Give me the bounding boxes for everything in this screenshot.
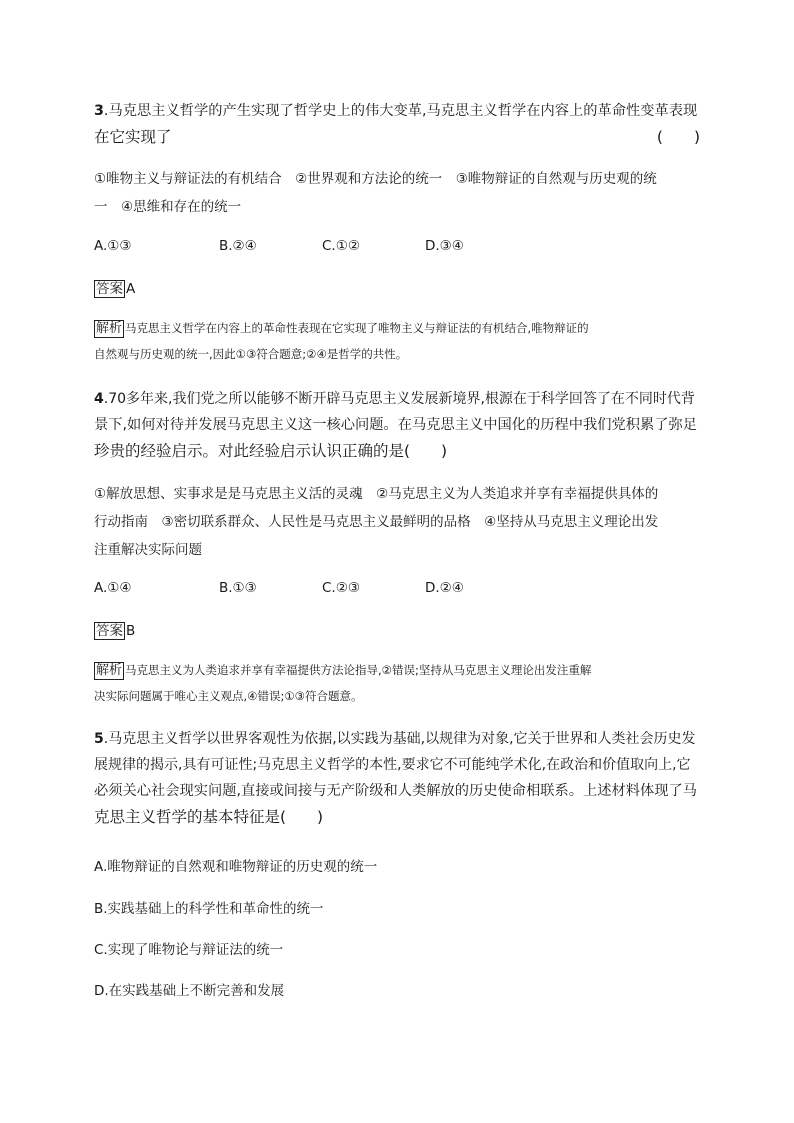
answer-value: B (126, 623, 136, 639)
question-4-statements: ①解放思想、实事求是是马克思主义活的灵魂 ②马克思主义为人类追求并享有幸福提供具体的 行动指南 ③密切联系群众、人民性是马克思主义最鲜明的品格 ④坚持从马克思主义理论出发 注重解决实际问题 (94, 486, 659, 558)
question-5-stem: 5.马克思主义哲学以世界客观性为依据,以实践为基础,以规律为对象,它关于世界和人类社会历史发 展规律的揭示,具有可证性;马克思主义哲学的本性,要求它不可能纯学术化,在政治和价值取向上,它 必须关心社会现实问题,直接或间接与无产阶级和人类解放的历史使命相联系。上述材料体现了马 克思主义哲学的基本特征是( ) (94, 731, 698, 826)
question-3-answer (94, 280, 135, 298)
option-c[interactable]: C.②③ (322, 580, 360, 596)
option-d[interactable]: D.③④ (425, 238, 464, 254)
option-c[interactable]: C.①② (322, 238, 360, 254)
answer-value: A (126, 281, 136, 297)
option-b[interactable]: B.②④ (219, 238, 257, 254)
question-4-answer (94, 622, 135, 640)
question-4-explanation: 解析 马克思主义为人类追求并享有幸福提供方法论指导,②错误;坚持从马克思主义理论出发注重解 决实际问题属于唯心主义观点,④错误;①③符合题意。 (94, 663, 592, 703)
question-3-explanation: 解析 马克思主义哲学在内容上的革命性表现在它实现了唯物主义与辩证法的有机结合,唯物辩证的 自然观与历史观的统一,因此①③符合题意;②④是哲学的共性。 (94, 321, 589, 361)
question-number: 5 (94, 731, 104, 747)
question-number: 3 (94, 103, 104, 119)
choice-d[interactable]: D.在实践基础上不断完善和发展 (94, 983, 285, 999)
explanation-label: 解析 (96, 321, 123, 336)
option-a[interactable]: A.①④ (94, 580, 132, 596)
question-4-stem: 4.70多年来,我们党之所以能够不断开辟马克思主义发展新境界,根源在于科学回答了在不同时代背 景下,如何对待并发展马克思主义这一核心问题。在马克思主义中国化的历程中我们党积累了弥足 珍贵的经验启示。对此经验启示认识正确的是( ) (94, 391, 698, 460)
option-d[interactable]: D.②④ (425, 580, 464, 596)
explanation-label: 解析 (96, 663, 123, 678)
answer-label: 答案 (96, 281, 123, 297)
choice-c[interactable]: C.实现了唯物论与辩证法的统一 (94, 942, 284, 958)
option-b[interactable]: B.①③ (219, 580, 257, 596)
answer-blank: ( ) (656, 128, 700, 146)
question-number: 4 (94, 391, 104, 407)
option-a[interactable]: A.①③ (94, 238, 132, 254)
answer-label: 答案 (96, 623, 123, 639)
question-3-stem: 3.马克思主义哲学的产生实现了哲学史上的伟大变革,马克思主义哲学在内容上的革命性变革表现 在它实现了 ( ) (94, 98, 700, 150)
question-3-statements: ①唯物主义与辩证法的有机结合 ②世界观和方法论的统一 ③唯物辩证的自然观与历史观的统 一 ④思维和存在的统一 (94, 171, 657, 215)
choice-b[interactable]: B.实践基础上的科学性和革命性的统一 (94, 901, 324, 917)
choice-a[interactable]: A.唯物辩证的自然观和唯物辩证的历史观的统一 (94, 859, 378, 875)
